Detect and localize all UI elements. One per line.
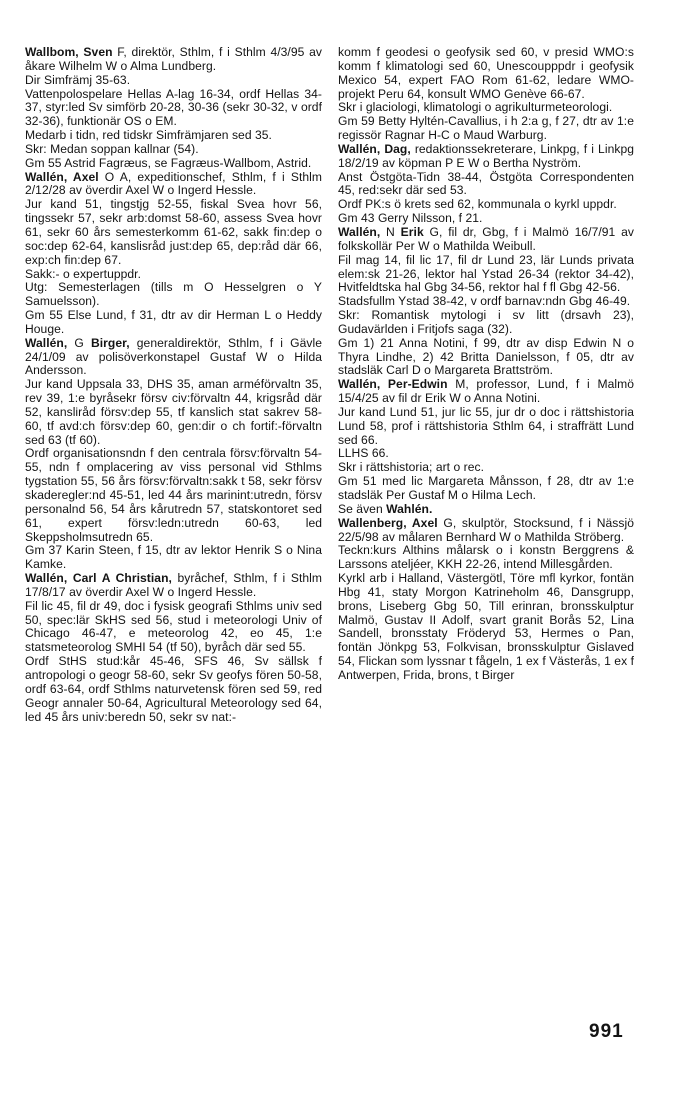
- entry-headword: Wallén, Per-Edwin: [338, 377, 448, 392]
- entry-text: Gm 55 Astrid Fagræus, se Fagræus-Wallbom, Astrid.: [25, 155, 312, 170]
- entry-paragraph: [25, 88, 322, 130]
- entry-headword: Erik: [400, 224, 424, 239]
- entry-headword: Wallbom, Sven: [25, 45, 113, 59]
- entry-text: Gm 51 med lic Margareta Månsson, f 28, dtr av 1:e stadsläk Per Gustaf M o Hilma Lech.: [338, 474, 634, 502]
- entry-paragraph: [338, 295, 634, 309]
- entry-paragraph: [25, 281, 322, 309]
- entry-paragraph: [338, 309, 634, 337]
- biography-entry: [25, 572, 322, 600]
- biography-entry: [338, 226, 634, 254]
- entry-text: Jur kand Uppsala 33, DHS 35, aman arméförvaltn 35, rev 39, 1:e byråsekr försv civ:förvaltn 44, krigsråd där 52, kanslіråd försv:dep 55, tf kanslich stat sakrev 58-60, tf avd:ch försv:dep 60, gen:dir o ch fortif:-förvaltn sed 63 (tf 60).: [25, 377, 322, 447]
- entry-text: N: [380, 224, 401, 239]
- biography-entry: [25, 337, 322, 379]
- entry-text: O A, expeditionschef, Sthlm, f i Sthlm 2/12/28 av överdir Axel W o Ingerd Hessle.: [25, 169, 322, 198]
- entry-paragraph: [338, 198, 634, 212]
- entry-headword: Wallén, Carl A Christian,: [25, 571, 172, 586]
- entry-text: G, fil dr, Gbg, f i Malmö 16/7/91 av folkskollär Per W o Mathilda Weibull.: [338, 224, 634, 253]
- entry-paragraph: [25, 447, 322, 544]
- entry-text: Ordf StHS stud:kår 45-46, SFS 46, Sv sällsk f antropologi o geogr 58-60, sekr Sv geofys fören 50-58, ordf 63-64, ordf Sthlms naturvetensk fören sed 59, red Geogr annaler 50-64, Agricultural Meteorology sed 64, led 45 års univ:beredn 50, sekr sv nat:-: [25, 654, 322, 724]
- entry-text: Skr i rättshistoria; art o rec.: [338, 460, 485, 475]
- entry-text: Skr: Medan soppan kallnar (54).: [25, 141, 199, 156]
- right-column: [338, 46, 634, 683]
- entry-paragraph: [25, 378, 322, 447]
- entry-paragraph: [338, 254, 634, 296]
- entry-paragraph: [25, 655, 322, 724]
- entry-text: Skr: Romantisk mytologi i sv litt (drsavh 23), Gudavärlden i Fritjofs saga (32).: [338, 308, 634, 336]
- entry-paragraph: [338, 46, 634, 101]
- entry-paragraph: [338, 212, 634, 226]
- entry-text: Jur kand Lund 51, jur lic 55, jur dr o doc i rättshistoria Lund 58, prof i rättshistoria Sthlm 64, i straffrätt Lund sed 66.: [338, 404, 634, 447]
- entry-text: M, professor, Lund, f i Malmö 15/4/25 av fil dr Erik W o Anna Notini.: [338, 377, 634, 406]
- entry-paragraph: [338, 461, 634, 475]
- entry-headword: Wahlén.: [386, 501, 433, 516]
- entry-text: Gm 55 Else Lund, f 31, dtr av dir Herman L o Heddy Houge.: [25, 308, 322, 336]
- entry-text: Utg: Semesterlagen (tills m O Hesselgren o Y Samuelsson).: [25, 280, 322, 309]
- entry-paragraph: [338, 115, 634, 143]
- entry-text: redaktionssekreterare, Linkpg, f i Linkpg 18/2/19 av köpman P E W o Bertha Nyström.: [338, 141, 634, 170]
- entry-headword: Wallén, Axel: [25, 169, 99, 184]
- entry-paragraph: [25, 198, 322, 267]
- entry-headword: Wallenberg, Axel: [338, 515, 438, 530]
- entry-paragraph: [338, 475, 634, 503]
- entry-text: Medarb i tidn, red tidskr Simfrämjaren sed 35.: [25, 128, 272, 143]
- cross-reference: [338, 503, 634, 517]
- biography-entry: [338, 517, 634, 545]
- entry-paragraph: [338, 337, 634, 379]
- entry-text: komm f geodesi o geofysik sed 60, v presid WMO:s komm f klimatologi sed 60, Unescoupppdr i geofysik Mexico 54, expert FAO Rom 61-62, ledare WMO-projekt Peru 64, konsult WMO Genève 66-67.: [338, 45, 634, 101]
- entry-text: Teckn:kurs Althins målarsk o i konstn Berggrens & Larssons ateljéer, KKH 22-26, intend Millesgården.: [338, 543, 634, 572]
- entry-text: byråchef, Sthlm, f i Sthlm 17/8/17 av överdir Axel W o Ingerd Hessle.: [25, 571, 322, 599]
- entry-text: Fil mag 14, fil lic 17, fil dr Lund 23, lär Lunds privata elem:sk 21-26, lektor hal Ystad 26-34 (rektor 34-42), Hvitfeldtska hal Gbg 34-56, rektor hal f fl Gbg 42-56.: [338, 252, 634, 295]
- entry-text: Ordf PK:s ö krets sed 62, kommunala o kyrkl uppdr.: [338, 197, 617, 212]
- entry-text: LLHS 66.: [338, 446, 389, 461]
- entry-headword: Wallén,: [25, 335, 68, 350]
- entry-paragraph: [25, 268, 322, 282]
- entry-text: Ordf organisationsndn f den centrala försv:förvaltn 54-55, ndn f omplacering av viss personal vid Sthlms tygstation 55, 56 års försv:förvaltn:sakk t 58, sekr försv skaderegler:nd 45-51, led 44 års marinint:utredn, försv personalnd 56, 54 års kårutredn 57, statskontoret sed 61, expert försv:ledn:utredn 60-63, led Skeppsholmsutredn 65.: [25, 446, 322, 544]
- entry-text: Kyrkl arb i Halland, Västergötl, Töre mfl kyrkor, fontän Hbg 41, staty Morgon Katrineholm 46, Dansgrupp, brons, Liseberg Gbg 50, Till erinran, bronsskulptur Malmö, Gustav II Adolf, svart granit Borås 52, Lina Sandell, bronsstaty Fröderyd 53, Hermes o Pan, fontän Jönkpg 53, Folkvisan, bronsskulptur Gislaved 54, Flickan som lyssnar t fågeln, 1 ex f Västerås, 1 ex f Antwerpen, Frida, brons, t Birger: [338, 571, 634, 682]
- entry-paragraph: [338, 447, 634, 461]
- entry-text: Dir Simfrämj 35-63.: [25, 72, 131, 87]
- entry-paragraph: [25, 600, 322, 655]
- entry-paragraph: [25, 544, 322, 572]
- entry-text: Sakk:- o expertuppdr.: [25, 266, 142, 281]
- entry-text: Stadsfullm Ystad 38-42, v ordf barnav:ndn Gbg 46-49.: [338, 294, 631, 309]
- entry-text: Gm 37 Karin Steen, f 15, dtr av lektor Henrik S o Nina Kamke.: [25, 543, 322, 572]
- entry-headword: Wallén, Dag,: [338, 141, 411, 156]
- biography-entry: [25, 46, 322, 74]
- entry-paragraph: [338, 101, 634, 115]
- entry-text: Gm 43 Gerry Nilsson, f 21.: [338, 211, 483, 226]
- entry-text: Gm 1) 21 Anna Notini, f 99, dtr av disp Edwin N o Thyra Lindhe, 2) 42 Britta Danielsson, f 05, dtr av stadsläk Carl D o Margareta Brattström.: [338, 335, 634, 378]
- entry-text: F, direktör, Sthlm, f i Sthlm 4/3/95 av åkare Wilhelm W o Alma Lundberg.: [25, 45, 322, 73]
- entry-headword: Wallén,: [338, 224, 381, 239]
- entry-paragraph: [25, 157, 322, 171]
- entry-text: Skr i glaciologi, klimatologi o agrikulturmeteorologi.: [338, 100, 613, 115]
- entry-paragraph: [25, 74, 322, 88]
- entry-text: Gm 59 Betty Hyltén-Cavallius, i h 2:a g, f 27, dtr av 1:e regissör Ragnar H-C o Maud Warburg.: [338, 114, 634, 143]
- entry-paragraph: [25, 309, 322, 337]
- biography-entry: [338, 143, 634, 171]
- entry-text: Se även: [338, 501, 387, 516]
- entry-text: Vattenpolospelare Hellas A-lag 16-34, ordf Hellas 34-37, styr:led Sv simförb 20-28, 30-36 (sekr 30-32, v ordf 32-36), funktionär OS o EM.: [25, 86, 322, 129]
- entry-paragraph: [338, 406, 634, 448]
- biography-entry: [25, 171, 322, 199]
- entry-text: Fil lic 45, fil dr 49, doc i fysisk geografi Sthlms univ sed 50, spec:lär SkHS sed 56, stud i meteorologi Univ of Chicago 46-47, e meteorolog 42, eo 45, 1:e statsmeteorolog SMHI 54 (tf 50), byråch där sed 55.: [25, 598, 322, 655]
- entry-text: generaldirektör, Sthlm, f i Gävle 24/1/09 av polisöverkonstapel Gustaf W o Hilda Andersson.: [25, 335, 322, 378]
- entry-text: G, skulptör, Stocksund, f i Nässjö 22/5/98 av målaren Bernhard W o Mathilda Ströberg.: [338, 515, 634, 544]
- entry-text: Jur kand 51, tingstjg 52-55, fiskal Svea hovr 56, tingssekr 57, sekr arb:domst 58-60, assess Svea hovr 61, sekr 60 års semesterkomm 61-62, sakk fin:dep o soc:dep 62-64, kanslisråd just:dep 65, dep:råd där 66, exp:ch fin:dep 67.: [25, 197, 322, 267]
- entry-paragraph: [338, 544, 634, 572]
- page-number: 991: [589, 1021, 624, 1042]
- entry-text: Anst Östgöta-Tidn 38-44, Östgöta Correspondenten 45, red:sekr där sed 53.: [338, 169, 634, 198]
- entry-text: G: [67, 335, 91, 350]
- entry-headword: Birger,: [90, 335, 130, 350]
- entry-paragraph: [25, 129, 322, 143]
- entry-paragraph: [25, 143, 322, 157]
- entry-paragraph: [338, 171, 634, 199]
- entry-paragraph: [338, 572, 634, 683]
- left-column: [25, 46, 322, 724]
- biography-entry: [338, 378, 634, 406]
